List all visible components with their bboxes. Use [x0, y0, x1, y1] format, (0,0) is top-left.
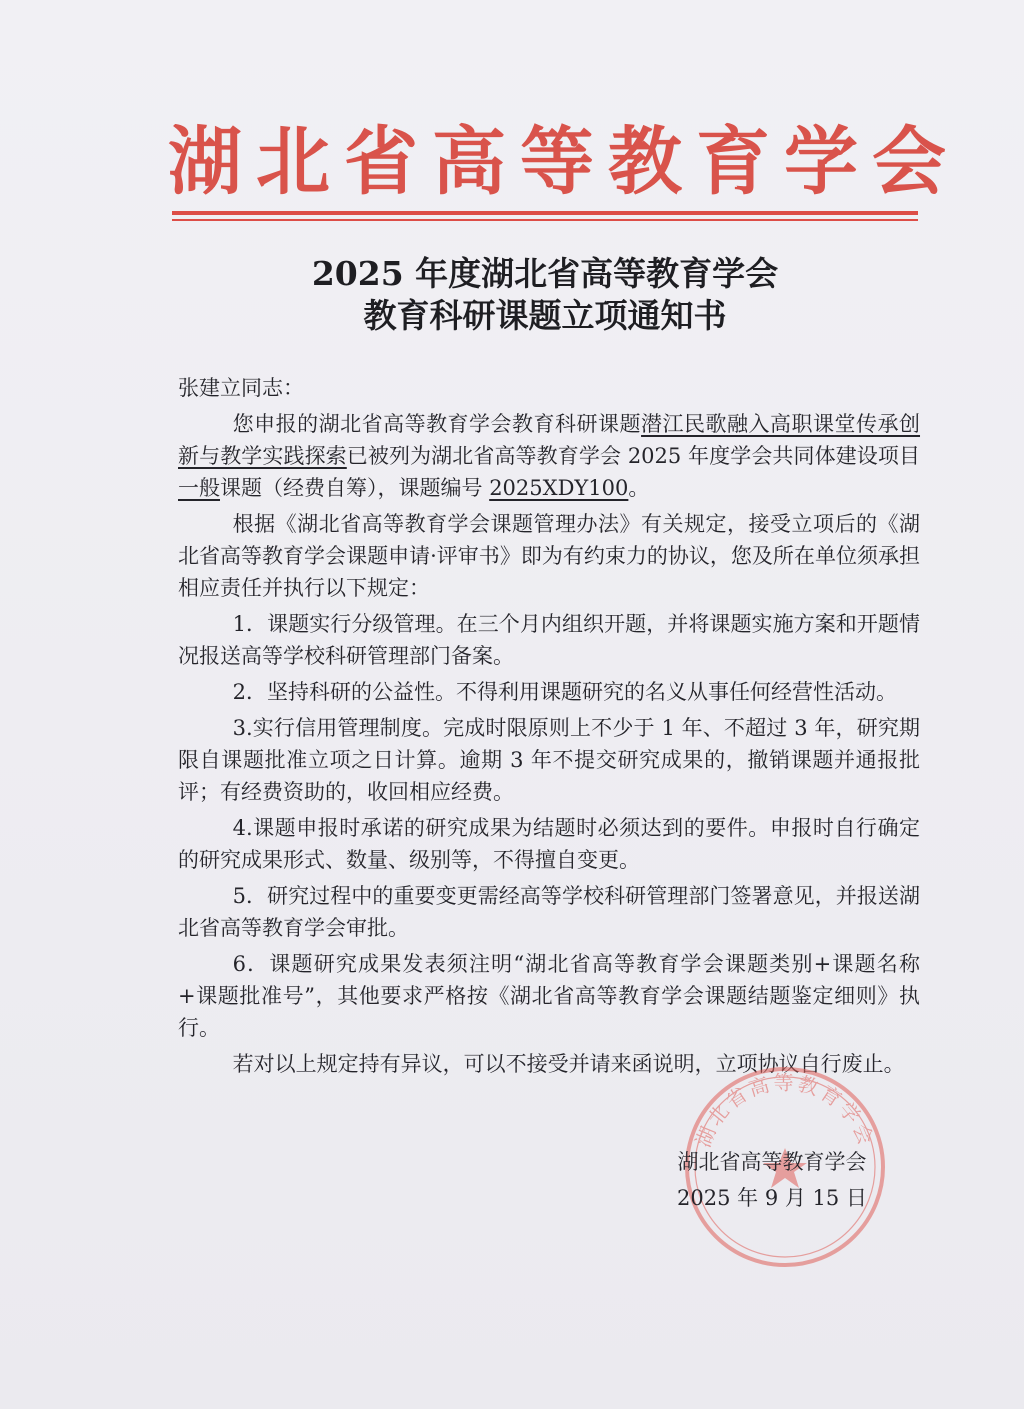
document-title-line1: 2025 年度湖北省高等教育学会	[311, 254, 779, 293]
svg-text:湖北省高等教育学会: 湖北省高等教育学会	[690, 1070, 880, 1151]
signature-date: 2025 年 9 月 15 日	[677, 1186, 867, 1210]
rule-4: 4.课题申报时承诺的研究成果为结题时必须达到的要件。申报时自行确定的研究成果形式、数量、级别等，不得擅自变更。	[178, 816, 920, 872]
rule-6: 6．课题研究成果发表须注明“湖北省高等教育学会课题类别+课题名称+课题批准号”，其他要求严格按《湖北省高等教育学会课题结题鉴定细则》执行。	[178, 952, 920, 1040]
project-title: 潜江民歌融入高职课堂传承创新与教学实践探索	[178, 412, 921, 468]
rule-3: 3.实行信用管理制度。完成时限原则上不少于 1 年、不超过 3 年，研究期限自课题批准立项之日计算。逾期 3 年不提交研究成果的，撤销课题并通报批评；有经费资助的，收回相应经费。	[178, 716, 920, 804]
letterhead-rule-thin	[172, 219, 918, 221]
document-body	[178, 372, 920, 1084]
basis-paragraph: 根据《湖北省高等教育学会课题管理办法》有关规定，接受立项后的《湖北省高等教育学会课题申请·评审书》即为有约束力的协议，您及所在单位须承担相应责任并执行以下规定：	[178, 512, 920, 600]
intro-text-a: 您申报的湖北省高等教育学会教育科研课题	[232, 412, 642, 436]
rule-2: 2．坚持科研的公益性。不得利用课题研究的名义从事任何经营性活动。	[232, 680, 897, 704]
intro-text-d: 。	[628, 476, 650, 500]
document-title	[172, 253, 918, 337]
letterhead-org-name: 湖北省高等教育学会	[168, 119, 960, 205]
salutation	[178, 372, 920, 404]
signature-org: 湖北省高等教育学会	[677, 1150, 867, 1174]
signature-block	[652, 1144, 892, 1216]
rule-5: 5．研究过程中的重要变更需经高等学校科研管理部门签署意见，并报送湖北省高等教育学会审批。	[178, 884, 920, 940]
intro-text-b: 已被列为湖北省高等教育学会 2025 年度学会共同体建设项目	[346, 444, 920, 468]
intro-text-c: 课题（经费自筹），课题编号	[220, 476, 483, 500]
intro-paragraph	[178, 408, 920, 504]
document-title-line2: 教育科研课题立项通知书	[363, 296, 727, 335]
letterhead-rule-thick	[172, 211, 918, 215]
rule-1: 1．课题实行分级管理。在三个月内组织开题，并将课题实施方案和开题情况报送高等学校科研管理部门备案。	[178, 612, 920, 668]
project-level: 一般	[178, 476, 220, 500]
objection-paragraph: 若对以上规定持有异议，可以不接受并请来函说明，立项协议自行废止。	[232, 1052, 905, 1076]
project-code: 2025XDY100	[489, 476, 629, 500]
recipient-name: 张建立	[178, 376, 241, 400]
salutation-suffix: 同志：	[241, 376, 304, 400]
